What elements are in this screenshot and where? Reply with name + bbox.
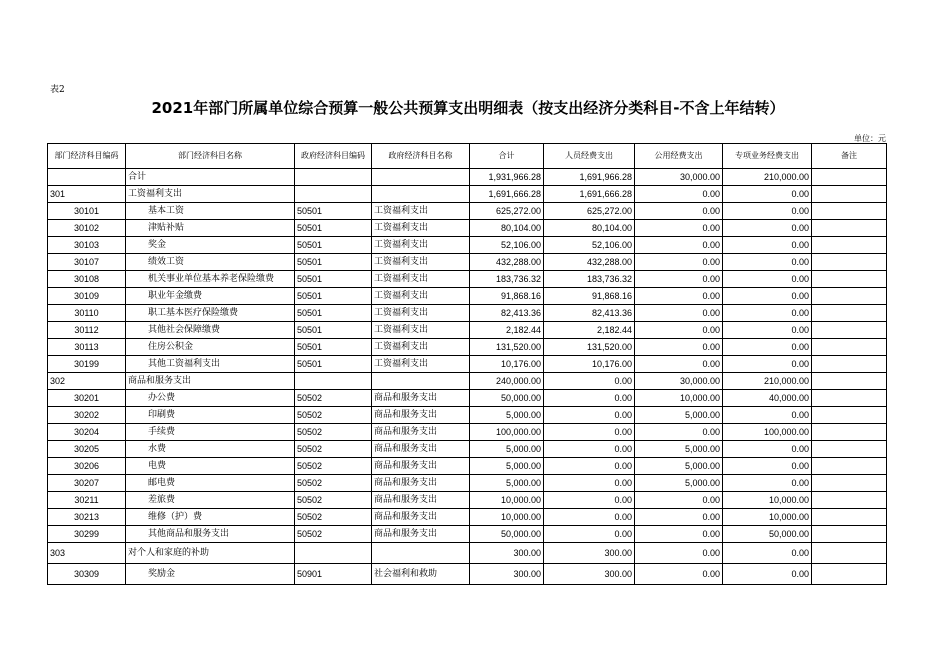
cell-total: 100,000.00: [470, 424, 544, 441]
cell-note: [812, 288, 887, 305]
cell-gov-code: 50502: [295, 441, 372, 458]
cell-note: [812, 237, 887, 254]
cell-dept-code: 30108: [48, 271, 126, 288]
cell-special: 0.00: [723, 543, 812, 564]
cell-public: 5,000.00: [635, 407, 723, 424]
cell-special: 210,000.00: [723, 373, 812, 390]
cell-special: 0.00: [723, 254, 812, 271]
cell-gov-code: 50501: [295, 288, 372, 305]
col-header-gov-name: 政府经济科目名称: [372, 144, 470, 169]
cell-special: 0.00: [723, 458, 812, 475]
col-header-special: 专项业务经费支出: [723, 144, 812, 169]
cell-public: 10,000.00: [635, 390, 723, 407]
cell-personnel: 0.00: [544, 441, 635, 458]
cell-total: 2,182.44: [470, 322, 544, 339]
cell-total: 50,000.00: [470, 526, 544, 543]
cell-dept-code: 30201: [48, 390, 126, 407]
cell-dept-code: 30213: [48, 509, 126, 526]
cell-gov-name: 商品和服务支出: [372, 441, 470, 458]
cell-special: 0.00: [723, 564, 812, 585]
cell-public: 0.00: [635, 424, 723, 441]
cell-gov-name: 商品和服务支出: [372, 509, 470, 526]
cell-dept-name: 基本工资: [126, 203, 295, 220]
cell-gov-code: 50502: [295, 526, 372, 543]
table-row: [48, 424, 887, 441]
table-row: [48, 356, 887, 373]
cell-special: 100,000.00: [723, 424, 812, 441]
cell-dept-name: 工资福利支出: [126, 186, 295, 203]
cell-gov-code: 50501: [295, 203, 372, 220]
cell-dept-code: 30309: [48, 564, 126, 585]
cell-dept-name: 住房公积金: [126, 339, 295, 356]
cell-gov-code: [295, 186, 372, 203]
cell-dept-name: 差旅费: [126, 492, 295, 509]
cell-special: 0.00: [723, 441, 812, 458]
cell-note: [812, 322, 887, 339]
cell-special: 40,000.00: [723, 390, 812, 407]
cell-dept-name: 其他工资福利支出: [126, 356, 295, 373]
cell-gov-code: [295, 543, 372, 564]
cell-public: 30,000.00: [635, 373, 723, 390]
cell-personnel: 10,176.00: [544, 356, 635, 373]
cell-public: 0.00: [635, 543, 723, 564]
cell-note: [812, 169, 887, 186]
cell-dept-code: 30110: [48, 305, 126, 322]
cell-dept-name: 水费: [126, 441, 295, 458]
cell-note: [812, 305, 887, 322]
cell-personnel: 300.00: [544, 543, 635, 564]
cell-special: 0.00: [723, 475, 812, 492]
cell-note: [812, 441, 887, 458]
cell-note: [812, 203, 887, 220]
table-row: [48, 543, 887, 564]
cell-note: [812, 509, 887, 526]
table-row: [48, 288, 887, 305]
cell-note: [812, 220, 887, 237]
cell-gov-code: 50501: [295, 339, 372, 356]
cell-gov-name: [372, 543, 470, 564]
cell-personnel: 1,691,666.28: [544, 186, 635, 203]
cell-special: 0.00: [723, 339, 812, 356]
cell-public: 0.00: [635, 339, 723, 356]
table-row: [48, 526, 887, 543]
cell-special: 0.00: [723, 407, 812, 424]
cell-total: 5,000.00: [470, 441, 544, 458]
cell-note: [812, 356, 887, 373]
cell-note: [812, 271, 887, 288]
col-header-total: 合计: [470, 144, 544, 169]
cell-dept-name: 绩效工资: [126, 254, 295, 271]
cell-dept-name: 办公费: [126, 390, 295, 407]
cell-gov-code: 50502: [295, 458, 372, 475]
cell-dept-name: 邮电费: [126, 475, 295, 492]
cell-dept-name: 其他商品和服务支出: [126, 526, 295, 543]
cell-personnel: 52,106.00: [544, 237, 635, 254]
cell-dept-code: 30107: [48, 254, 126, 271]
cell-note: [812, 564, 887, 585]
cell-dept-code: 30299: [48, 526, 126, 543]
cell-public: 0.00: [635, 564, 723, 585]
cell-gov-name: [372, 186, 470, 203]
cell-dept-name: 对个人和家庭的补助: [126, 543, 295, 564]
cell-gov-code: 50501: [295, 237, 372, 254]
cell-personnel: 432,288.00: [544, 254, 635, 271]
cell-dept-name: 机关事业单位基本养老保险缴费: [126, 271, 295, 288]
table-row: [48, 373, 887, 390]
cell-gov-name: 工资福利支出: [372, 322, 470, 339]
cell-total: 80,104.00: [470, 220, 544, 237]
cell-dept-name: 职工基本医疗保险缴费: [126, 305, 295, 322]
cell-personnel: 0.00: [544, 373, 635, 390]
table-row: [48, 492, 887, 509]
cell-public: 0.00: [635, 492, 723, 509]
cell-special: 0.00: [723, 322, 812, 339]
cell-note: [812, 254, 887, 271]
cell-dept-name: 合计: [126, 169, 295, 186]
cell-gov-name: 工资福利支出: [372, 288, 470, 305]
cell-gov-name: 商品和服务支出: [372, 492, 470, 509]
col-header-personnel: 人员经费支出: [544, 144, 635, 169]
cell-special: 0.00: [723, 271, 812, 288]
cell-dept-code: 301: [48, 186, 126, 203]
cell-public: 0.00: [635, 237, 723, 254]
cell-dept-code: 30112: [48, 322, 126, 339]
cell-gov-name: [372, 373, 470, 390]
cell-special: 0.00: [723, 203, 812, 220]
cell-dept-name: 电费: [126, 458, 295, 475]
cell-personnel: 0.00: [544, 424, 635, 441]
table-row: [48, 271, 887, 288]
cell-dept-code: 30204: [48, 424, 126, 441]
cell-public: 0.00: [635, 186, 723, 203]
cell-dept-name: 印刷费: [126, 407, 295, 424]
cell-note: [812, 492, 887, 509]
cell-gov-code: 50502: [295, 407, 372, 424]
cell-dept-code: 30102: [48, 220, 126, 237]
cell-dept-code: 302: [48, 373, 126, 390]
table-body: [48, 169, 887, 585]
table-row: [48, 237, 887, 254]
cell-special: 10,000.00: [723, 492, 812, 509]
col-header-dept-code: 部门经济科目编码: [48, 144, 126, 169]
cell-gov-name: 社会福利和救助: [372, 564, 470, 585]
cell-gov-name: 商品和服务支出: [372, 424, 470, 441]
cell-note: [812, 186, 887, 203]
cell-public: 0.00: [635, 356, 723, 373]
cell-dept-code: 30109: [48, 288, 126, 305]
cell-special: 210,000.00: [723, 169, 812, 186]
cell-gov-name: 工资福利支出: [372, 254, 470, 271]
cell-public: 0.00: [635, 526, 723, 543]
cell-dept-name: 津贴补贴: [126, 220, 295, 237]
table-row: [48, 509, 887, 526]
cell-dept-code: 30205: [48, 441, 126, 458]
cell-personnel: 0.00: [544, 509, 635, 526]
cell-gov-code: 50502: [295, 509, 372, 526]
cell-note: [812, 407, 887, 424]
cell-special: 0.00: [723, 237, 812, 254]
cell-personnel: 0.00: [544, 458, 635, 475]
cell-gov-code: 50502: [295, 424, 372, 441]
cell-gov-code: 50501: [295, 305, 372, 322]
table-header-row: [48, 144, 887, 169]
cell-public: 0.00: [635, 254, 723, 271]
cell-gov-name: 商品和服务支出: [372, 390, 470, 407]
cell-personnel: 1,691,966.28: [544, 169, 635, 186]
cell-gov-code: 50501: [295, 271, 372, 288]
table-row: [48, 305, 887, 322]
cell-total: 432,288.00: [470, 254, 544, 271]
cell-dept-code: 30113: [48, 339, 126, 356]
cell-gov-code: 50501: [295, 356, 372, 373]
cell-personnel: 625,272.00: [544, 203, 635, 220]
cell-personnel: 80,104.00: [544, 220, 635, 237]
table-row: [48, 203, 887, 220]
cell-total: 10,000.00: [470, 492, 544, 509]
cell-special: 50,000.00: [723, 526, 812, 543]
cell-dept-name: 奖金: [126, 237, 295, 254]
cell-total: 10,176.00: [470, 356, 544, 373]
cell-special: 0.00: [723, 186, 812, 203]
table-row: [48, 441, 887, 458]
cell-total: 5,000.00: [470, 475, 544, 492]
table-row: [48, 390, 887, 407]
cell-note: [812, 475, 887, 492]
cell-public: 0.00: [635, 220, 723, 237]
cell-gov-name: 商品和服务支出: [372, 407, 470, 424]
table-row: [48, 322, 887, 339]
cell-gov-name: [372, 169, 470, 186]
cell-dept-code: 30199: [48, 356, 126, 373]
cell-dept-code: 30211: [48, 492, 126, 509]
cell-dept-name: 商品和服务支出: [126, 373, 295, 390]
cell-note: [812, 339, 887, 356]
cell-gov-code: [295, 169, 372, 186]
cell-personnel: 0.00: [544, 407, 635, 424]
cell-gov-name: 商品和服务支出: [372, 475, 470, 492]
cell-special: 0.00: [723, 356, 812, 373]
cell-dept-name: 其他社会保障缴费: [126, 322, 295, 339]
cell-personnel: 0.00: [544, 526, 635, 543]
cell-gov-code: 50502: [295, 492, 372, 509]
cell-gov-name: 工资福利支出: [372, 237, 470, 254]
cell-personnel: 131,520.00: [544, 339, 635, 356]
cell-gov-name: 工资福利支出: [372, 203, 470, 220]
cell-special: 10,000.00: [723, 509, 812, 526]
cell-total: 91,868.16: [470, 288, 544, 305]
table-row: [48, 220, 887, 237]
cell-gov-name: 商品和服务支出: [372, 458, 470, 475]
col-header-dept-name: 部门经济科目名称: [126, 144, 295, 169]
cell-personnel: 0.00: [544, 475, 635, 492]
cell-special: 0.00: [723, 220, 812, 237]
cell-total: 240,000.00: [470, 373, 544, 390]
cell-total: 625,272.00: [470, 203, 544, 220]
cell-personnel: 91,868.16: [544, 288, 635, 305]
cell-total: 1,931,966.28: [470, 169, 544, 186]
cell-dept-code: 303: [48, 543, 126, 564]
cell-total: 183,736.32: [470, 271, 544, 288]
cell-public: 0.00: [635, 271, 723, 288]
table-row: [48, 254, 887, 271]
cell-gov-name: 工资福利支出: [372, 356, 470, 373]
cell-gov-name: 商品和服务支出: [372, 526, 470, 543]
cell-note: [812, 458, 887, 475]
cell-note: [812, 424, 887, 441]
cell-gov-code: 50502: [295, 390, 372, 407]
table-row: [48, 407, 887, 424]
cell-public: 30,000.00: [635, 169, 723, 186]
cell-gov-name: 工资福利支出: [372, 305, 470, 322]
cell-public: 5,000.00: [635, 458, 723, 475]
cell-total: 1,691,666.28: [470, 186, 544, 203]
cell-gov-code: 50502: [295, 475, 372, 492]
cell-dept-code: [48, 169, 126, 186]
cell-note: [812, 373, 887, 390]
table-row: [48, 458, 887, 475]
cell-personnel: 183,736.32: [544, 271, 635, 288]
budget-table: [47, 143, 887, 585]
table-row: [48, 169, 887, 186]
cell-gov-name: 工资福利支出: [372, 271, 470, 288]
cell-personnel: 0.00: [544, 390, 635, 407]
cell-dept-name: 奖励金: [126, 564, 295, 585]
cell-total: 50,000.00: [470, 390, 544, 407]
col-header-public: 公用经费支出: [635, 144, 723, 169]
cell-gov-code: [295, 373, 372, 390]
cell-gov-code: 50901: [295, 564, 372, 585]
cell-dept-code: 30206: [48, 458, 126, 475]
table-row: [48, 186, 887, 203]
cell-dept-name: 职业年金缴费: [126, 288, 295, 305]
cell-personnel: 300.00: [544, 564, 635, 585]
cell-total: 52,106.00: [470, 237, 544, 254]
table-row: [48, 339, 887, 356]
cell-public: 0.00: [635, 203, 723, 220]
cell-public: 0.00: [635, 288, 723, 305]
cell-public: 5,000.00: [635, 475, 723, 492]
table-tag: 表2: [50, 85, 65, 95]
cell-dept-code: 30207: [48, 475, 126, 492]
cell-gov-code: 50501: [295, 220, 372, 237]
cell-note: [812, 543, 887, 564]
cell-gov-code: 50501: [295, 254, 372, 271]
cell-gov-name: 工资福利支出: [372, 339, 470, 356]
cell-special: 0.00: [723, 288, 812, 305]
cell-personnel: 0.00: [544, 492, 635, 509]
cell-dept-code: 30101: [48, 203, 126, 220]
cell-special: 0.00: [723, 305, 812, 322]
cell-gov-name: 工资福利支出: [372, 220, 470, 237]
cell-gov-code: 50501: [295, 322, 372, 339]
cell-dept-name: 维修（护）费: [126, 509, 295, 526]
cell-total: 5,000.00: [470, 407, 544, 424]
table-row: [48, 564, 887, 585]
cell-public: 0.00: [635, 305, 723, 322]
cell-total: 300.00: [470, 564, 544, 585]
cell-total: 10,000.00: [470, 509, 544, 526]
col-header-note: 备注: [812, 144, 887, 169]
page-title: 2021年部门所属单位综合预算一般公共预算支出明细表（按支出经济分类科目-不含上年结转）: [151, 99, 785, 117]
cell-public: 0.00: [635, 509, 723, 526]
cell-total: 300.00: [470, 543, 544, 564]
cell-dept-code: 30202: [48, 407, 126, 424]
cell-note: [812, 526, 887, 543]
cell-public: 0.00: [635, 322, 723, 339]
cell-dept-name: 手续费: [126, 424, 295, 441]
col-header-gov-code: 政府经济科目编码: [295, 144, 372, 169]
cell-total: 131,520.00: [470, 339, 544, 356]
unit-label: 单位：元: [854, 134, 886, 143]
table-row: [48, 475, 887, 492]
cell-dept-code: 30103: [48, 237, 126, 254]
cell-note: [812, 390, 887, 407]
cell-total: 5,000.00: [470, 458, 544, 475]
cell-public: 5,000.00: [635, 441, 723, 458]
cell-personnel: 82,413.36: [544, 305, 635, 322]
cell-personnel: 2,182.44: [544, 322, 635, 339]
cell-total: 82,413.36: [470, 305, 544, 322]
